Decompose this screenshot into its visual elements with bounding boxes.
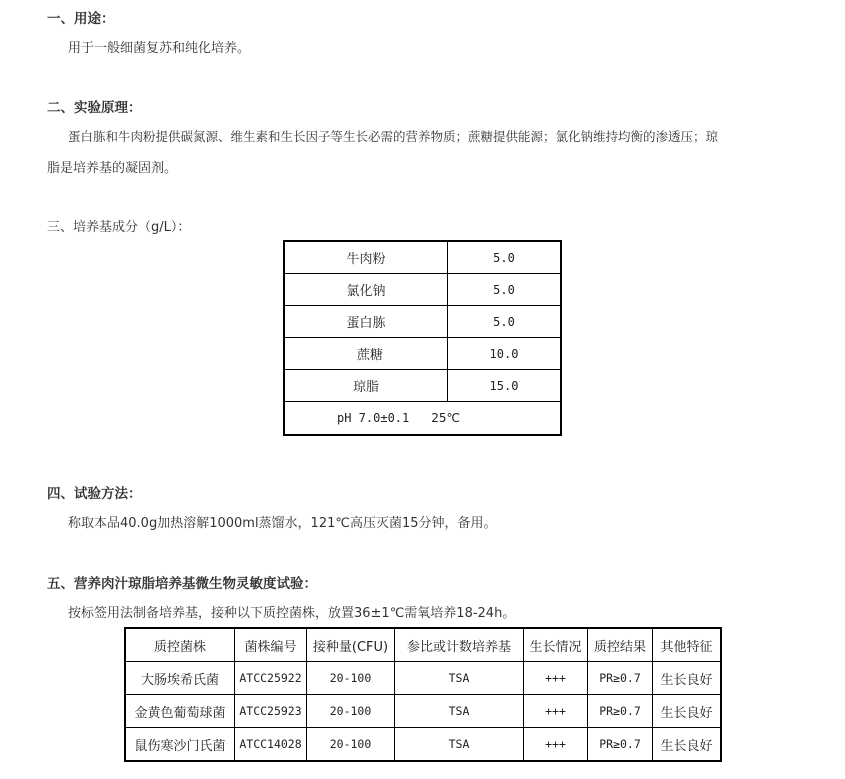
ingredient-name: 蛋白胨: [284, 306, 448, 338]
column-header: 生长情况: [524, 628, 588, 662]
principle-text-line2: 脂是培养基的凝固剂。: [47, 161, 178, 176]
growth: +++: [524, 728, 588, 762]
column-header: 参比或计数培养基: [395, 628, 524, 662]
section-heading-composition: 三、培养基成分（g/L）：: [47, 220, 191, 235]
growth: +++: [524, 662, 588, 695]
composition-table: [283, 240, 562, 436]
reference-medium: TSA: [395, 695, 524, 728]
other-feature: 生长良好: [653, 695, 722, 728]
table-row: [284, 338, 561, 370]
qc-result: PR≥0.7: [588, 695, 653, 728]
strain-id: ATCC25922: [235, 662, 307, 695]
other-feature: 生长良好: [653, 662, 722, 695]
strain-name: 金黄色葡萄球菌: [125, 695, 235, 728]
ingredient-value: 10.0: [448, 338, 562, 370]
usage-text: 用于一般细菌复苏和纯化培养。: [68, 41, 251, 56]
sensitivity-text: 按标签用法制备培养基，接种以下质控菌株，放置36±1℃需氧培养18-24h。: [68, 606, 516, 621]
ingredient-name: 蔗糖: [284, 338, 448, 370]
ingredient-value: 5.0: [448, 306, 562, 338]
inoculum: 20-100: [307, 662, 395, 695]
section-heading-principle: 二、实验原理：: [47, 100, 142, 116]
reference-medium: TSA: [395, 728, 524, 762]
qc-result: PR≥0.7: [588, 662, 653, 695]
ingredient-value: 5.0: [448, 241, 562, 274]
quality-control-table: [124, 627, 722, 762]
inoculum: 20-100: [307, 728, 395, 762]
table-row: [125, 695, 721, 728]
inoculum: 20-100: [307, 695, 395, 728]
column-header: 质控结果: [588, 628, 653, 662]
ingredient-name: 琼脂: [284, 370, 448, 402]
table-row: [284, 370, 561, 402]
temperature-value: 25℃: [431, 411, 460, 425]
ingredient-value: 5.0: [448, 274, 562, 306]
table-header-row: [125, 628, 721, 662]
table-row: [284, 274, 561, 306]
strain-id: ATCC14028: [235, 728, 307, 762]
ingredient-value: 15.0: [448, 370, 562, 402]
growth: +++: [524, 695, 588, 728]
ph-cell: [284, 402, 561, 436]
strain-name: 大肠埃希氏菌: [125, 662, 235, 695]
table-row: [284, 241, 561, 274]
column-header: 其他特征: [653, 628, 722, 662]
column-header: 接种量(CFU): [307, 628, 395, 662]
section-heading-sensitivity: 五、营养肉汁琼脂培养基微生物灵敏度试验：: [47, 576, 317, 592]
section-heading-method: 四、试验方法：: [47, 486, 142, 502]
column-header: 菌株编号: [235, 628, 307, 662]
ingredient-name: 牛肉粉: [284, 241, 448, 274]
ph-value: pH 7.0±0.1: [337, 411, 410, 425]
section-heading-usage: 一、用途：: [47, 11, 115, 27]
strain-id: ATCC25923: [235, 695, 307, 728]
ingredient-name: 氯化钠: [284, 274, 448, 306]
table-row: [125, 728, 721, 762]
strain-name: 鼠伤寒沙门氏菌: [125, 728, 235, 762]
qc-result: PR≥0.7: [588, 728, 653, 762]
table-row: [284, 306, 561, 338]
principle-text-line1: 蛋白胨和牛肉粉提供碳氮源、维生素和生长因子等生长必需的营养物质；蔗糖提供能源；氯化钠维持均衡的渗透压；琼: [68, 129, 719, 144]
reference-medium: TSA: [395, 662, 524, 695]
table-row: [284, 402, 561, 436]
other-feature: 生长良好: [653, 728, 722, 762]
table-row: [125, 662, 721, 695]
method-text: 称取本品40.0g加热溶解1000ml蒸馏水，121℃高压灭菌15分钟，备用。: [68, 516, 497, 531]
column-header: 质控菌株: [125, 628, 235, 662]
